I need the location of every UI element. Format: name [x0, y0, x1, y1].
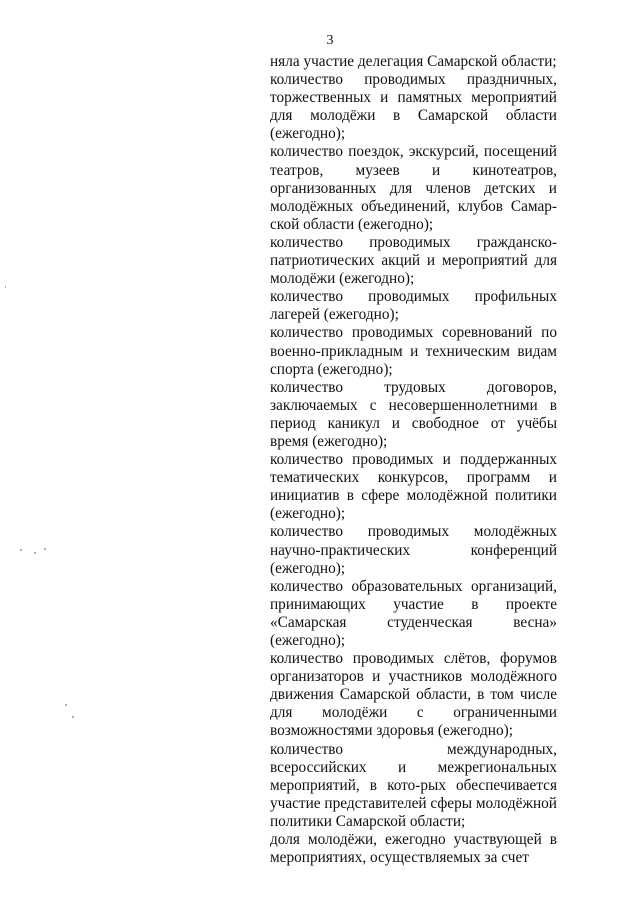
paragraph: количество образовательных организаций, принимающих участие в проекте «Самарская студенческая весна» (ежегодно); — [270, 577, 557, 649]
paragraph: количество проводимых праздничных, торжественных и памятных мероприятий для молодёжи в Самарской области (ежегодно); — [270, 71, 557, 143]
paragraph: количество проводимых и поддержанных тематических конкурсов, программ и инициатив в сфере молодёжной политики (ежегодно); — [270, 451, 557, 523]
paragraph: количество проводимых соревнований по военно-прикладным и техническим видам спорта (ежегодно); — [270, 324, 557, 378]
scan-speck — [65, 704, 67, 706]
paragraph: количество поездок, экскурсий, посещений театров, музеев и кинотеатров, организованных для членов детских и молодёжных объединений, клубов Самар-ской области (ежегодно); — [270, 143, 557, 233]
paragraph: количество трудовых договоров, заключаемых с несовершеннолетними в период каникул и свободное от учёбы время (ежегодно); — [270, 378, 557, 450]
scan-speck — [5, 286, 6, 288]
paragraph: доля молодёжи, ежегодно участвующей в мероприятиях, осуществляемых за счет — [270, 831, 557, 867]
page-number: 3 — [326, 33, 334, 48]
text-column — [270, 53, 557, 867]
scan-speck — [44, 548, 46, 550]
paragraph: количество международных, всероссийских и межрегиональных мероприятий, в кото-рых обеспечивается участие представителей сферы молодёжной политики Самарской области; — [270, 740, 557, 830]
scan-speck — [34, 552, 36, 554]
scan-speck — [72, 716, 74, 718]
paragraph: няла участие делегация Самарской области; — [270, 53, 557, 70]
paragraph: количество проводимых молодёжных научно-практических конференций (ежегодно); — [270, 523, 557, 577]
paragraph: количество проводимых слётов, форумов организаторов и участников молодёжного движения Самарской области, в том числе для молодёжи с ограниченными возможностями здоровья (ежегодно); — [270, 650, 557, 740]
scan-speck — [20, 549, 22, 551]
paragraph: количество проводимых профильных лагерей (ежегодно); — [270, 288, 557, 324]
paragraph: количество проводимых гражданско-патриотических акций и мероприятий для молодёжи (ежегодно); — [270, 233, 557, 288]
